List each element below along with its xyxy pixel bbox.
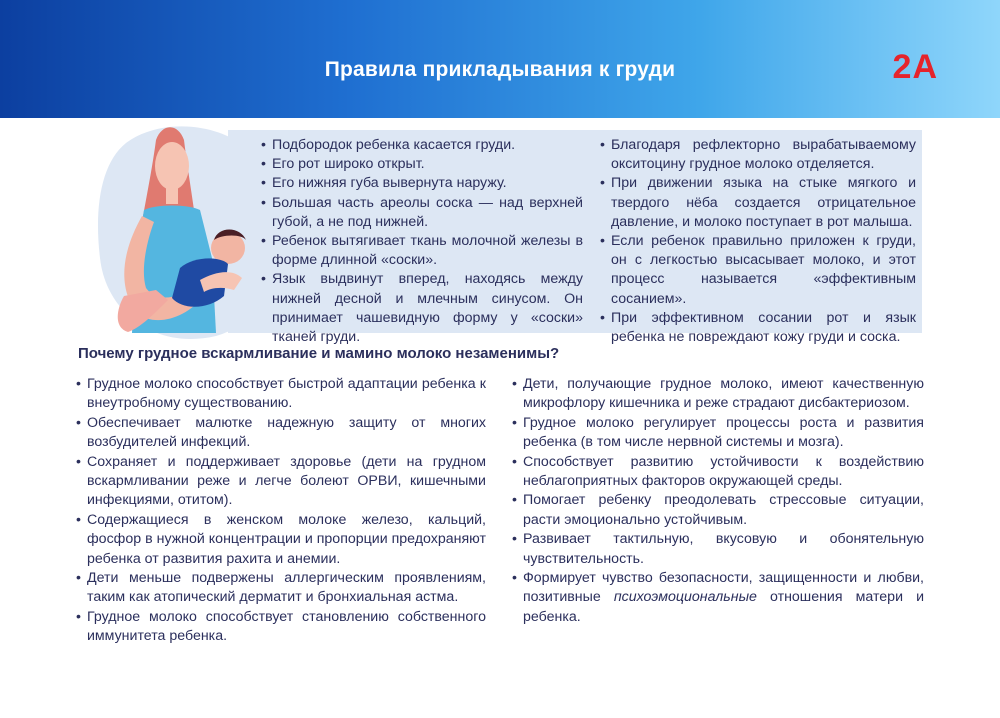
list-item: • При движении языка на стыке мягкого и твердого нёба создается отрицательное давление, и молоко поступает в рот малыша. [600,174,916,232]
header-banner [0,0,1000,118]
benefits-list-left [76,375,486,647]
rules-list-left [261,136,583,347]
list-item: • Ребенок вытягивает ткань молочной железы в форме длинной «соски». [261,232,583,270]
list-item: • Обеспечивает малютке надежную защиту от многих возбудителей инфекций. [76,414,486,453]
page-code: 2A [892,48,938,86]
section-title: Почему грудное вскармливание и мамино молоко незаменимы? [78,345,560,362]
list-item: • Помогает ребенку преодолевать стрессовые ситуации, расти эмоционально устойчивым. [512,491,924,530]
mother-neck [166,188,178,204]
list-item: • Если ребенок правильно приложен к груди, он с легкостью высасывает молоко, и этот процесс называется «эффективным сосанием». [600,232,916,309]
last-item-emphasis: психоэмоциональные [613,589,757,606]
list-item: • Его рот широко открыт. [261,155,583,174]
list-item: • Грудное молоко способствует быстрой адаптации ребенка к внеутробному существованию. [76,375,486,414]
list-item: • Способствует развитию устойчивости к воздействию неблагоприятных факторов окружающей среды. [512,453,924,492]
mother-face [155,142,189,190]
list-item: • Язык выдвинут вперед, находясь между нижней десной и млечным синусом. Он принимает чашевидную форму у «соски» тканей груди. [261,270,583,347]
list-item: • Развивает тактильную, вкусовую и обонятельную чувствительность. [512,530,924,569]
last-item-text-before: Формирует чувство безопасности, защищенности и любви, позитивные [523,570,924,606]
list-item: • Сохраняет и поддерживает здоровье (дети на грудном вскармливании реже и легче болеют ОРВИ, кишечными инфекциями, отитом). [76,453,486,511]
list-item: • Грудное молоко регулирует процессы роста и развития ребенка (в том числе нервной системы и мозга). [512,414,924,453]
list-item: • Его нижняя губа вывернута наружу. [261,174,583,193]
list-item: • Подбородок ребенка касается груди. [261,136,583,155]
list-item: • При эффективном сосании рот и язык ребенка не повреждают кожу груди и соска. [600,309,916,347]
list-item: • Содержащиеся в женском молоке железо, кальций, фосфор в нужной концентрации и пропорции предохраняют ребенка от развития рахита и анемии. [76,511,486,569]
benefits-list-right [512,375,924,627]
list-item-last [512,569,924,627]
last-item-text-after: отношения матери и ребенка. [523,589,924,625]
list-item: • Дети, получающие грудное молоко, имеют качественную микрофлору кишечника и реже страдают дисбактериозом. [512,375,924,414]
page-title: Правила прикладывания к груди [324,58,676,81]
list-item: • Благодаря рефлекторно вырабатываемому окситоцину грудное молоко отделяется. [600,136,916,174]
list-item: • Грудное молоко способствует становлению собственного иммунитета ребенка. [76,608,486,647]
rules-list-right [600,136,916,347]
list-item: • Дети меньше подвержены аллергическим проявлениям, таким как атопический дерматит и бронхиальная астма. [76,569,486,608]
list-item: • Большая часть ареолы соска — над верхней губой, а не под нижней. [261,194,583,232]
